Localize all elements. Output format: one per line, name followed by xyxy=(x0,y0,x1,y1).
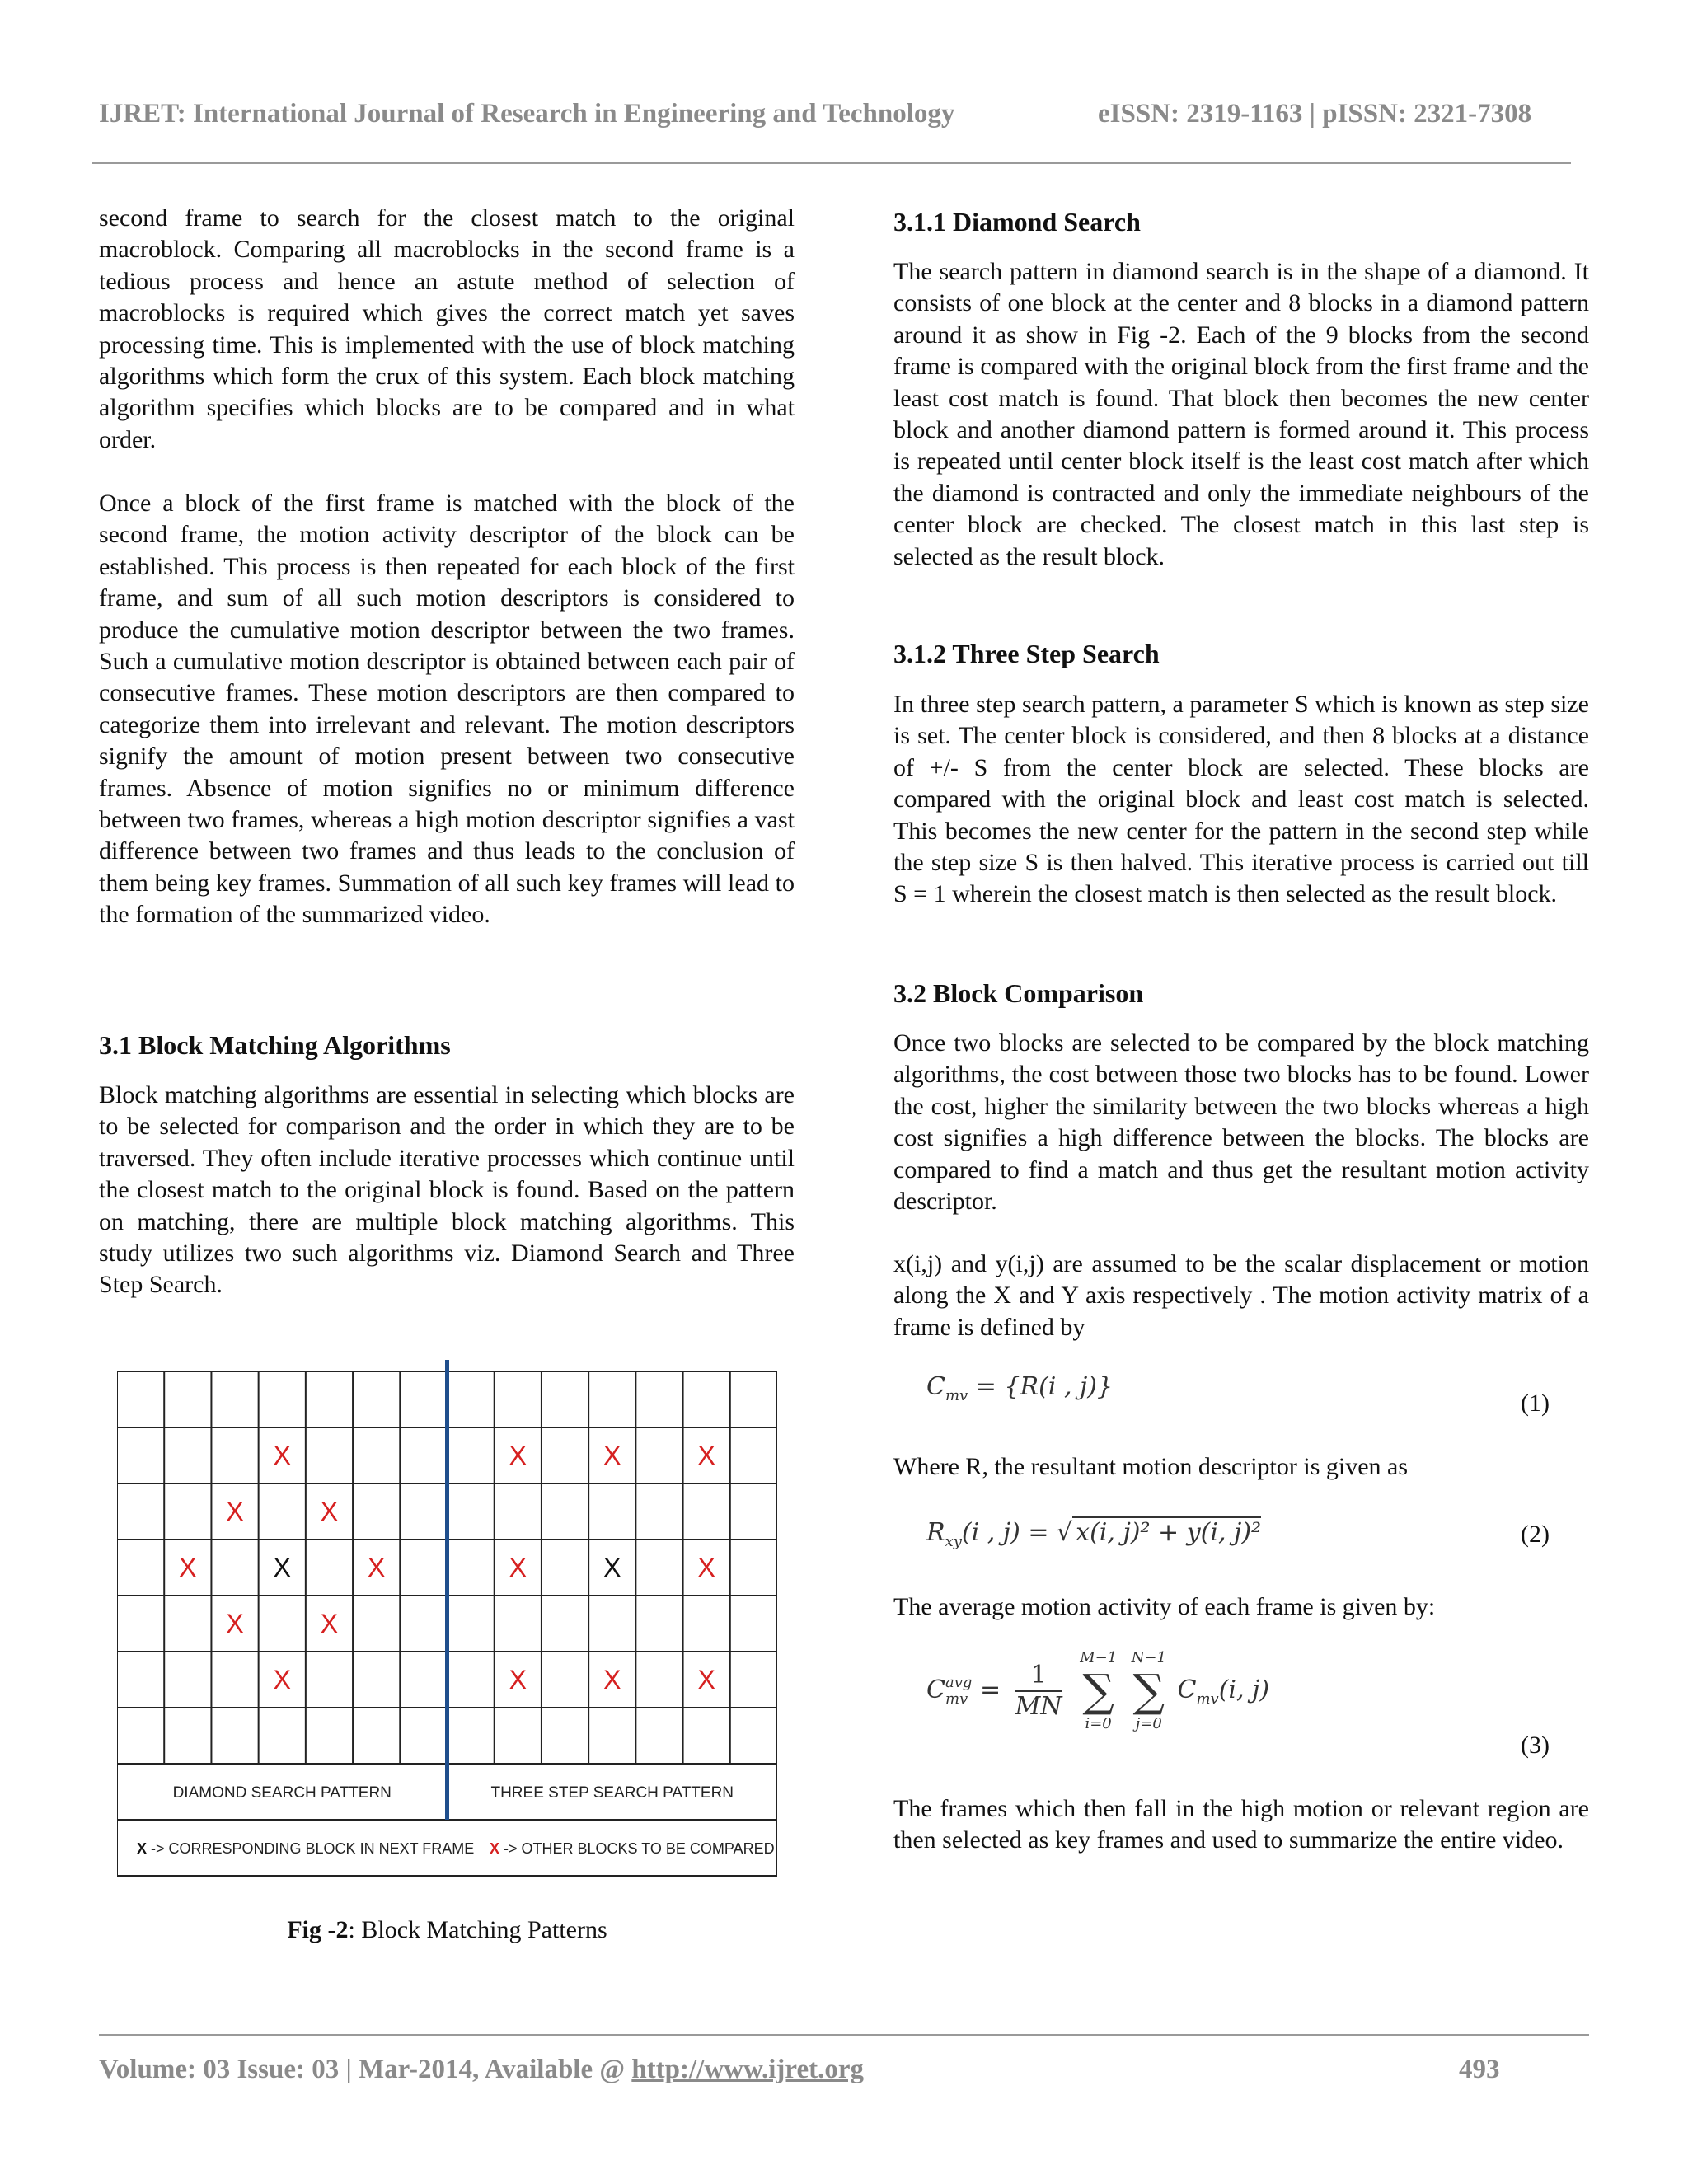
block-mark-black: X xyxy=(603,1553,621,1582)
paragraph: Once two blocks are selected to be compared by the block matching algorithms, the cost between those two blocks has to be found. Lower the cost, higher the similarity between the two blocks whereas a high cost signifies a high difference between the blocks. The blocks are compared to find a match and thus get the resultant motion activity descriptor. xyxy=(893,1029,1589,1216)
block-mark-red: X xyxy=(603,1665,621,1694)
paragraph: The frames which then fall in the high motion or relevant region are then selected as key frames and used to summarize the entire video. xyxy=(893,1795,1589,1854)
journal-link[interactable]: http://www.ijret.org xyxy=(631,2055,864,2084)
block-mark-red: X xyxy=(509,1553,527,1582)
block-mark-red: X xyxy=(603,1441,621,1470)
legend-other: X -> OTHER BLOCKS TO BE COMPARED xyxy=(490,1840,775,1857)
caption-label: Fig -2 xyxy=(287,1916,349,1943)
equation-2: $R_{xy}(i$ , j) = √ x(i, j)² + y(i, j)² xyxy=(926,1518,1262,1550)
equation-number: (3) xyxy=(1521,1732,1550,1759)
equation-number: (2) xyxy=(1521,1521,1550,1548)
header-rule xyxy=(92,162,1571,164)
block-mark-red: X xyxy=(179,1553,197,1582)
block-mark-red: X xyxy=(368,1553,386,1582)
legend-corresponding: X -> CORRESPONDING BLOCK IN NEXT FRAME xyxy=(137,1840,475,1857)
block-mark-red: X xyxy=(320,1497,339,1526)
paragraph: Block matching algorithms are essential in selecting which blocks are to be selected for comparison and the order in which they are to be traversed. They often include iterative processes which continue until the closest match to the original block is found. Based on the pattern on matching, there are multiple block matching algorithms. This study utilizes two such algorithms viz. Diamond Search and Three Step Search. xyxy=(99,1081,795,1299)
page-number: 493 xyxy=(1459,2055,1500,2084)
footer-volume: Volume: 03 Issue: 03 | Mar-2014, Available @ http://www.ijret.org xyxy=(99,2055,864,2084)
issn: eISSN: 2319-1163 | pISSN: 2321-7308 xyxy=(1098,99,1532,129)
paragraph: The search pattern in diamond search is in the shape of a diamond. It consists of one block at the center and 8 blocks in a diamond pattern around it as show in Fig -2. Each of the 9 blocks from the second frame is compared with the original block from the first frame and the least cost match is found. That block then becomes the new center block and another diamond pattern is formed around it. This process is repeated until center block itself is the least cost match after which the diamond is contracted and only the immediate neighbours of the center block are checked. The closest match in this last step is selected as the result block. xyxy=(893,258,1589,570)
figure-caption xyxy=(117,1916,777,1944)
paragraph: Where R, the resultant motion descriptor is given as xyxy=(893,1453,1409,1480)
footer-rule xyxy=(99,2034,1589,2036)
section-heading: 3.2 Block Comparison xyxy=(893,978,1144,1008)
section-heading: 3.1.2 Three Step Search xyxy=(893,639,1160,668)
block-mark-red: X xyxy=(273,1665,291,1694)
three-step-label: THREE STEP SEARCH PATTERN xyxy=(490,1784,734,1802)
journal-title: IJRET: International Journal of Research in Engineering and Technology xyxy=(99,99,955,129)
paragraph: The average motion activity of each frame is given by: xyxy=(893,1593,1436,1620)
block-mark-red: X xyxy=(226,1497,244,1526)
block-mark-black: X xyxy=(273,1553,291,1582)
caption-text: : Block Matching Patterns xyxy=(348,1916,607,1943)
paragraph: In three step search pattern, a parameter S which is known as step size is set. The center block is considered, and then 8 blocks at a distance of +/- S from the center block are selected. These blocks are compared with the original block and least cost match is selected. This becomes the new center for the pattern in the second step while the step size S is then halved. This iterative process is carried out till S = 1 wherein the closest match is then selected as the result block. xyxy=(893,691,1589,908)
block-mark-red: X xyxy=(273,1441,291,1470)
section-heading: 3.1 Block Matching Algorithms xyxy=(99,1030,451,1060)
paragraph: second frame to search for the closest match to the original macroblock. Comparing all macroblocks in the second frame is a tedious process and hence an astute method of selection of macroblocks is required which gives the correct match yet saves processing time. This is implemented with the use of block matching algorithms which form the crux of this system. Each block matching algorithm specifies which blocks are to be compared and in what order. xyxy=(99,204,795,453)
block-mark-red: X xyxy=(509,1441,527,1470)
block-mark-red: X xyxy=(226,1609,244,1638)
equation-3: C avg mv = $\frac{1}{MN}$ M−1 ∑ i=0 N−1 ∑ j=0 $C_{mv}(i$, j) xyxy=(926,1649,1270,1732)
section-heading: 3.1.1 Diamond Search xyxy=(893,207,1141,237)
block-matching-figure xyxy=(117,1360,777,1879)
block-mark-red: X xyxy=(697,1665,715,1694)
equation-1: $C_{mv} = \{R(i$ , j)} xyxy=(926,1372,1114,1404)
block-mark-red: X xyxy=(509,1665,527,1694)
block-mark-red: X xyxy=(697,1441,715,1470)
paragraph: x(i,j) and y(i,j) are assumed to be the scalar displacement or motion along the X and Y axis respectively . The motion activity matrix of a frame is defined by xyxy=(893,1250,1589,1341)
block-mark-red: X xyxy=(320,1609,339,1638)
block-mark-red: X xyxy=(697,1553,715,1582)
diamond-label: DIAMOND SEARCH PATTERN xyxy=(172,1784,392,1802)
paragraph: Once a block of the first frame is matched with the block of the second frame, the motion activity descriptor of the block can be established. This process is then repeated for each block of the first frame, and sum of all such motion descriptors is considered to produce the cumulative motion descriptor between the two frames. Such a cumulative motion descriptor is obtained between each pair of consecutive frames. These motion descriptors are then compared to categorize them into irrelevant and relevant. The motion descriptors signify the amount of motion present between two consecutive frames. Absence of motion signifies no or minimum difference between two frames, whereas a high motion descriptor signifies a vast difference between two frames and thus leads to the conclusion of them being key frames. Summation of all such key frames will lead to the formation of the summarized video. xyxy=(99,490,795,929)
equation-number: (1) xyxy=(1521,1390,1550,1417)
